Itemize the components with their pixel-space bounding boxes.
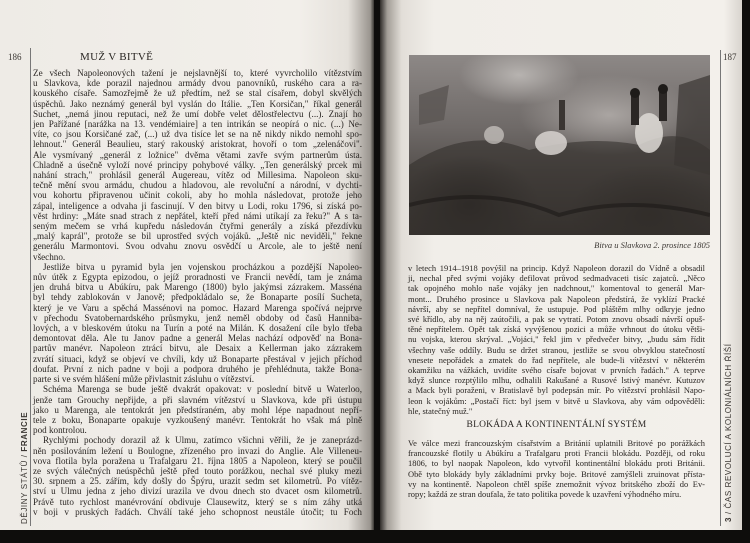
text-line: věst hrdiny: „Máte snad strach z nepřátel, kteří před námi utíkají za řeku?" A s ta- bbox=[33, 210, 362, 221]
text-line: parte si ve svém hlášení může přivlastnit zásluhu o vítězství. bbox=[33, 374, 254, 385]
text-line: lových, a v bleskovém útoku na Turín a poté na Milán. K dosažení cíle bylo třeba bbox=[33, 323, 362, 334]
text-line: vy na kontinentě. Napoleon chtěl spíše znemožnit vývoz britského zboží do Ev- bbox=[408, 478, 705, 489]
text-line: ji, nechal před svými vojáky defilovat průvod sedmadvaceti tisíc zajatců. „Něco bbox=[408, 273, 705, 284]
text-line: Rychlými pochody dorazil až k Ulmu, zatímco všichni věřili, že je zaneprázd- bbox=[43, 435, 362, 446]
text-line: leon k vojákům: „Postačí říct: byl jsem v bitvě u Slavkova, aby vám odpověděli: bbox=[408, 395, 705, 406]
text-line: hle, statečný muž." bbox=[408, 405, 473, 416]
text-line: seným mečem se vrhá kupředu následován čtyřmi generály a získá přezdívku bbox=[33, 221, 362, 232]
text-line: 1806, to byl naopak Napoleon, kdo vytvořil kontinentální blokádu proti Británii. bbox=[408, 458, 705, 469]
text-line: jenže tam Grouchy nepřijde, a při slavném vítězství u Slavkova, kde při ústupu bbox=[33, 394, 362, 405]
right-body-text bbox=[408, 263, 705, 416]
text-line: Schéma Marenga se bude ještě dvakrát opakovat: v poslední bitvě u Waterloo, bbox=[43, 384, 362, 395]
text-line: víte, co jsou Korsičané zač, (...) už dva tisíce let se na ně nikdy nikdo nemohl spo- bbox=[33, 129, 362, 140]
text-line: jen Pařížané [narážka na 13. vendémiaire] a ten intrikán se neopírá o nic. (...) Ne- bbox=[33, 119, 362, 130]
text-line: Ale vysmívaný „generál z ložnice" dvěma větami zavře svým partnerům ústa. bbox=[33, 149, 362, 160]
text-line: Chladně a úsečně vyloží nové principy pohybové války. „Ten generálský prcek mi bbox=[33, 159, 362, 170]
text-line: kouského císaře. Samozřejmě že už předtím, než se stal císařem, dobyl skvělých bbox=[33, 88, 362, 99]
text-line: Obě tyto blokády byly základními prvky boje. Britové zamýšleli zruinovat přísta- bbox=[408, 468, 705, 479]
text-line: vova flotila byla poražena u Trafalgaru 21. října 1805 a Napoleon, který se poučil bbox=[33, 455, 362, 466]
text-line: „malý kaprál", protože se bil uprostřed svých vojáků. „Ještě nic neviděli," řekne bbox=[33, 231, 362, 242]
text-line: návrší, aby se nepřítel domníval, že ustupuje. Pod pláštěm mlhy odkryje jedno bbox=[408, 303, 705, 314]
text-line: byl tehdy zablokován v Janově; předpokládalo se, že Bonaparte posílí Sucheta, bbox=[33, 292, 362, 303]
text-line: úspěchů. Jako neznámý generál byl vyslán do Itálie. „Ten Korsičan," říkal generál bbox=[33, 98, 362, 109]
text-line: své křídlo, aby na něj zaútočili, a pak se vytratí. Potom znovu obsadí návrší opuš- bbox=[408, 314, 705, 325]
text-line: v letech 1914–1918 povýšil na princip. Když Napoleon dorazil do Vídně a obsadil bbox=[408, 263, 705, 273]
side-tab-text: / ČAS REVOLUCÍ A KOLONIÁLNÍCH ŘÍŠÍ bbox=[724, 343, 733, 517]
text-line: lehnout." Generál Beaulieu, starý rakouský aristokrat, hovoří o tom „zelenáčovi". bbox=[33, 139, 362, 150]
text-line: Právě tuto rychlost manévrování obdivuje Clausewitz, který se s ním záhy utká bbox=[33, 496, 362, 507]
text-line: francouzské flotily u Abúkíru a Trafalgaru proti Francii blokádu. Později, od roku bbox=[408, 448, 705, 459]
text-line: Suchet, „nemá jinou reputaci, než že umí dobře velet dělostřelectvu (...). Znají ho bbox=[33, 108, 362, 119]
text-line: demontovat děla. Ale tu Janov padne a generál Melas nachází odpověď na Bona- bbox=[33, 333, 362, 344]
text-line: generálu Marmontovi. Svou odvahu znovu osvědčí u Arcole, ale to ještě není bbox=[33, 241, 362, 252]
text-line: u Slavkova, kde porazil najednou armády dvou panovníků, ruského cara a ra- bbox=[33, 78, 362, 89]
text-line: Jestliže bitva u pyramid byla jen vojenskou procházkou a pozdější Napoleo- bbox=[43, 261, 362, 272]
text-line: tak opojného mohlo naše vojáky jen nadchnout," komentoval to generál Mar- bbox=[408, 283, 705, 294]
text-line: Ze všech Napoleonových tažení je nejslavnější to, které vyvrcholilo vítězstvím bbox=[33, 68, 362, 78]
text-line: jako u Marenga, ale tentokrát jen předstíraném, aby mohl lépe napadnout nepří- bbox=[33, 404, 362, 415]
margin-rule bbox=[720, 50, 721, 526]
text-line: ropy; každá ze stran doufala, že tato politika povede k uzavření výhodného míru. bbox=[408, 489, 682, 500]
text-line: něn posilováním ležení u Boulogne, zřízeného pro invazi do Anglie. Ale Villeneu- bbox=[33, 445, 362, 456]
text-line: tečně mění svou armádu, chudou a hladovou, ale revoluční a národní, v dychti- bbox=[33, 180, 362, 191]
text-line: a Mack byli poraženi, v Bratislavě byl podepsán mír. Po vítězství prohlásil Napo- bbox=[408, 385, 705, 396]
page-number: 187 bbox=[723, 52, 737, 62]
text-line: pod kontrolou. bbox=[33, 425, 87, 436]
text-line: Ve válce mezi francouzským císařstvím a Británií uplatnili Britové po porážkách bbox=[408, 438, 705, 448]
side-tab-bold: 3 bbox=[724, 516, 733, 522]
side-tab bbox=[724, 343, 733, 522]
section-heading: BLOKÁDA A KONTINENTÁLNÍ SYSTÉM bbox=[466, 420, 647, 430]
painting-figures bbox=[409, 55, 710, 235]
section-body-text bbox=[408, 438, 705, 499]
side-tab bbox=[20, 412, 29, 524]
text-line: ze svých válečných neúspěchů ještě před touto porážkou, nechal své pluky mezi bbox=[33, 465, 362, 476]
text-line: který je ve Varu a spěchá Massénovi na pomoc. Hazard Marenga spočívá nejprve bbox=[33, 302, 362, 313]
text-line: všechno. bbox=[33, 251, 66, 262]
text-line: těné nepřítelem. Opět tak získá vyvýšenou pozici a může vrhnout do útoku větši- bbox=[408, 324, 705, 335]
text-line: vnesete nepořádek a zmatek do řad nepřítele, ale bude-li vítězství v některém bbox=[408, 354, 705, 365]
text-line: nův útěk z Egypta epizodou, o jejíž proradnosti ve Francii nevědí, tam je známa bbox=[33, 272, 362, 283]
text-line: nu vojska, kterou skrýval. „Vojáci," řekl jim v předvečer bitvy, „budu sám řídit bbox=[408, 334, 705, 345]
text-line: mont... Druhého prosince u Slavkova pak Napoleon předstírá, že vyklízí Pracké bbox=[408, 293, 705, 304]
margin-rule bbox=[30, 48, 31, 526]
text-line: v boji v pruských řadách. Chválí také jeho schopnost neustále útočit; tu Foch bbox=[33, 506, 362, 517]
text-line: nahání strach," prohlásil generál Augereau, vítěz od Millesima. Napoleon sku- bbox=[33, 170, 362, 181]
text-line: ství u Ulmu jedna z jeho divizí urazila ve dvou dnech sto dvacet osm kilometrů. bbox=[33, 486, 362, 497]
running-head: MUŽ V BITVĚ bbox=[80, 51, 154, 63]
text-line: když slunce rozptýlilo mlhu, odhalili Rakušané a Rusové lstivý manévr. Kutuzov bbox=[408, 375, 705, 386]
text-line: partův manévr. Napoleon ztrácí bitvu, ale Desaix a Kellerman jako zázrakem bbox=[33, 343, 362, 354]
text-line: okamžiku na vážkách, uvidíte svého císaře bojovat v prvních řadách." A teprve bbox=[408, 365, 705, 376]
text-line: zvrátí situaci, když se objeví ve chvíli, kdy už Bonaparte přestával v jejich příchod bbox=[33, 353, 362, 364]
left-body-text bbox=[33, 68, 362, 517]
figure-caption: Bitva u Slavkova 2. prosince 1805 bbox=[594, 240, 710, 250]
side-tab-text: DĚJINY STÁTŮ / bbox=[20, 451, 29, 524]
page-number: 186 bbox=[8, 52, 22, 62]
side-tab-bold: FRANCIE bbox=[20, 411, 29, 452]
text-line: v přechodu Svatobernardského průsmyku, jenž neměl obdoby od časů Hanniba- bbox=[33, 312, 362, 323]
text-line: jen druhá bitva u Abúkíru, pak Marengo (1800) bylo jakýmsi zázrakem. Masséna bbox=[33, 282, 362, 293]
text-line: zápal, inteligence a odvaha ji fascinují. V den bitvy u Lodi, roku 1796, si získá po- bbox=[33, 200, 362, 211]
text-line: všechny vaše oddíly. Budu se držet stranou, jestliže se svou obvyklou statečností bbox=[408, 344, 705, 355]
text-line: tele z boku, Bonaparte opakuje vyzkoušený manévr. Tentokrát ho však má plně bbox=[33, 414, 362, 425]
text-line: 30. srpnem a 25. zářím, kdy došly do Špýru, urazit sedm set kilometrů. Po vítěz- bbox=[33, 476, 362, 487]
battle-painting bbox=[409, 55, 710, 235]
text-line: vou kohortu připravenou učinit cokoli, aby ho mohla následovat, protože jeho bbox=[33, 190, 362, 201]
text-line: doufat. První z nich padne v boji a podpora druhého je přehlédnuta, takže Bona- bbox=[33, 363, 362, 374]
